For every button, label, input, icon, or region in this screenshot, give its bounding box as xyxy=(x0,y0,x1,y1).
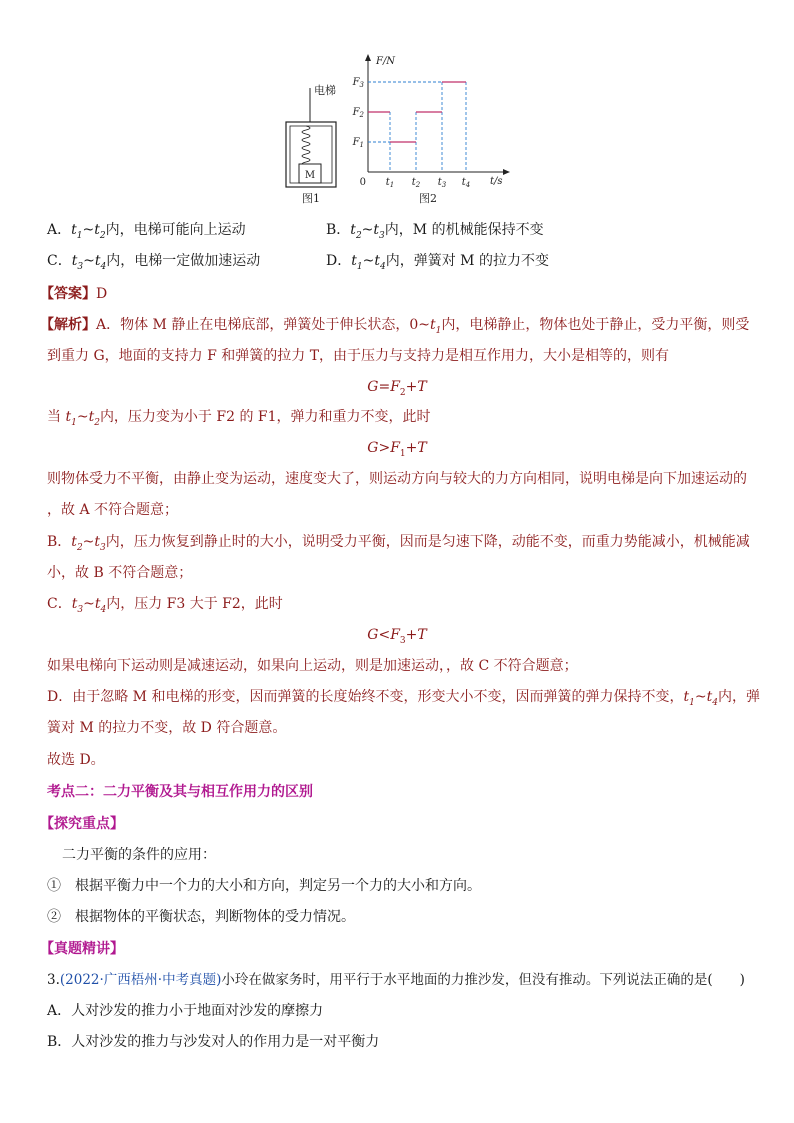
tanjiu-heading: 【探究重点】 xyxy=(40,816,124,832)
y-tick-F1: $F_1$ xyxy=(352,137,364,149)
y-tick-F3: $F_3$ xyxy=(352,77,364,89)
force-time-graph xyxy=(352,54,510,205)
origin-label: 0 xyxy=(359,177,366,188)
analysis-p9: 如果电梯向下运动则是减速运动，如果向上运动，则是加速运动，，故 C 不符合题意； xyxy=(47,658,578,674)
question-3-stem: 3.(2022·广西梧州·中考真题)小玲在做家务时，用平行于水平地面的力推沙发，但没有推动。下列说法正确的是( ) xyxy=(47,972,745,988)
equation-3: $G<F_3+T$ xyxy=(367,627,427,646)
mass-label: M xyxy=(304,170,316,181)
kaodian-heading: 考点二：二力平衡及其与相互作用力的区别 xyxy=(47,784,313,800)
x-axis-label: t/s xyxy=(490,176,503,187)
force-step-line xyxy=(368,82,466,142)
y-tick-F2: $F_2$ xyxy=(352,107,364,119)
equation-1: $G=F_2+T$ xyxy=(367,379,427,398)
section-item-2: ② 根据物体的平衡状态，判断物体的受力情况。 xyxy=(47,909,355,925)
option-B: B．$t_2\sim t_3$内，M 的机械能保持不变 xyxy=(326,222,544,241)
question-3-option-B: B．人对沙发的推力与沙发对人的作用力是一对平衡力 xyxy=(47,1034,380,1050)
fig1-caption: 图1 xyxy=(302,192,320,205)
x-tick-t2: $t_2$ xyxy=(411,177,421,189)
section-intro: 二力平衡的条件的应用： xyxy=(62,847,216,863)
fig2-caption: 图2 xyxy=(419,192,437,205)
x-tick-t1: $t_1$ xyxy=(385,177,395,189)
option-D: D．$t_1\sim t_4$内，弹簧对 M 的拉力不变 xyxy=(326,253,549,272)
section-item-1: ① 根据平衡力中一个力的大小和方向，判定另一个力的大小和方向。 xyxy=(47,878,481,894)
analysis-p8: C．$t_3\sim t_4$内，压力 F3 大于 F2，此时 xyxy=(47,596,283,615)
option-A: A．$t_1\sim t_2$内，电梯可能向上运动 xyxy=(47,222,246,241)
elevator-diagram xyxy=(286,83,336,205)
analysis-p2: 到重力 G，地面的支持力 F 和弹簧的拉力 T，由于压力与支持力是相互作用力，大小是相等的，则有 xyxy=(47,348,670,364)
question-3-option-A: A．人对沙发的推力小于地面对沙发的摩擦力 xyxy=(47,1003,324,1019)
equation-2: $G>F_1+T$ xyxy=(367,440,427,459)
answer-line: 【答案】D xyxy=(40,286,108,302)
elevator-label: 电梯 xyxy=(314,84,336,97)
y-axis-label: F/N xyxy=(376,56,396,67)
analysis-p6: B．$t_2\sim t_3$内，压力恢复到静止时的大小，说明受力平衡，因而是匀速下降，动能不变，而重力势能减小，机械能减 xyxy=(47,534,750,553)
analysis-p4: 则物体受力不平衡，由静止变为运动，速度变大了，则运动方向与较大的力方向相同，说明电梯是向下加速运动的 xyxy=(47,471,747,487)
spring-icon xyxy=(302,126,310,170)
analysis-p7: 小，故 B 不符合题意； xyxy=(47,565,193,581)
problem-figure xyxy=(280,50,530,210)
zhenti-heading: 【真题精讲】 xyxy=(40,941,124,957)
analysis-p1: 【解析】A．物体 M 静止在电梯底部，弹簧处于伸长状态，$0\sim t_1$内，电梯静止，物体也处于静止，受力平衡，则受 xyxy=(40,317,750,336)
x-tick-t4: $t_4$ xyxy=(461,177,471,189)
analysis-p5: ，故 A 不符合题意； xyxy=(47,502,179,518)
analysis-p10: D．由于忽略 M 和电梯的形变，因而弹簧的长度始终不变，形变大小不变，因而弹簧的弹力保持不变，$t_1\sim t_4$内，弹 xyxy=(47,689,760,708)
x-tick-t3: $t_3$ xyxy=(437,177,447,189)
analysis-p11: 簧对 M 的拉力不变，故 D 符合题意。 xyxy=(47,720,287,736)
option-C: C．$t_3\sim t_4$内，电梯一定做加速运动 xyxy=(47,253,261,272)
analysis-conclusion: 故选 D。 xyxy=(47,752,105,768)
analysis-p3: 当 $t_1\sim t_2$内，压力变为小于 F2 的 F1，弹力和重力不变，此时 xyxy=(47,409,431,428)
